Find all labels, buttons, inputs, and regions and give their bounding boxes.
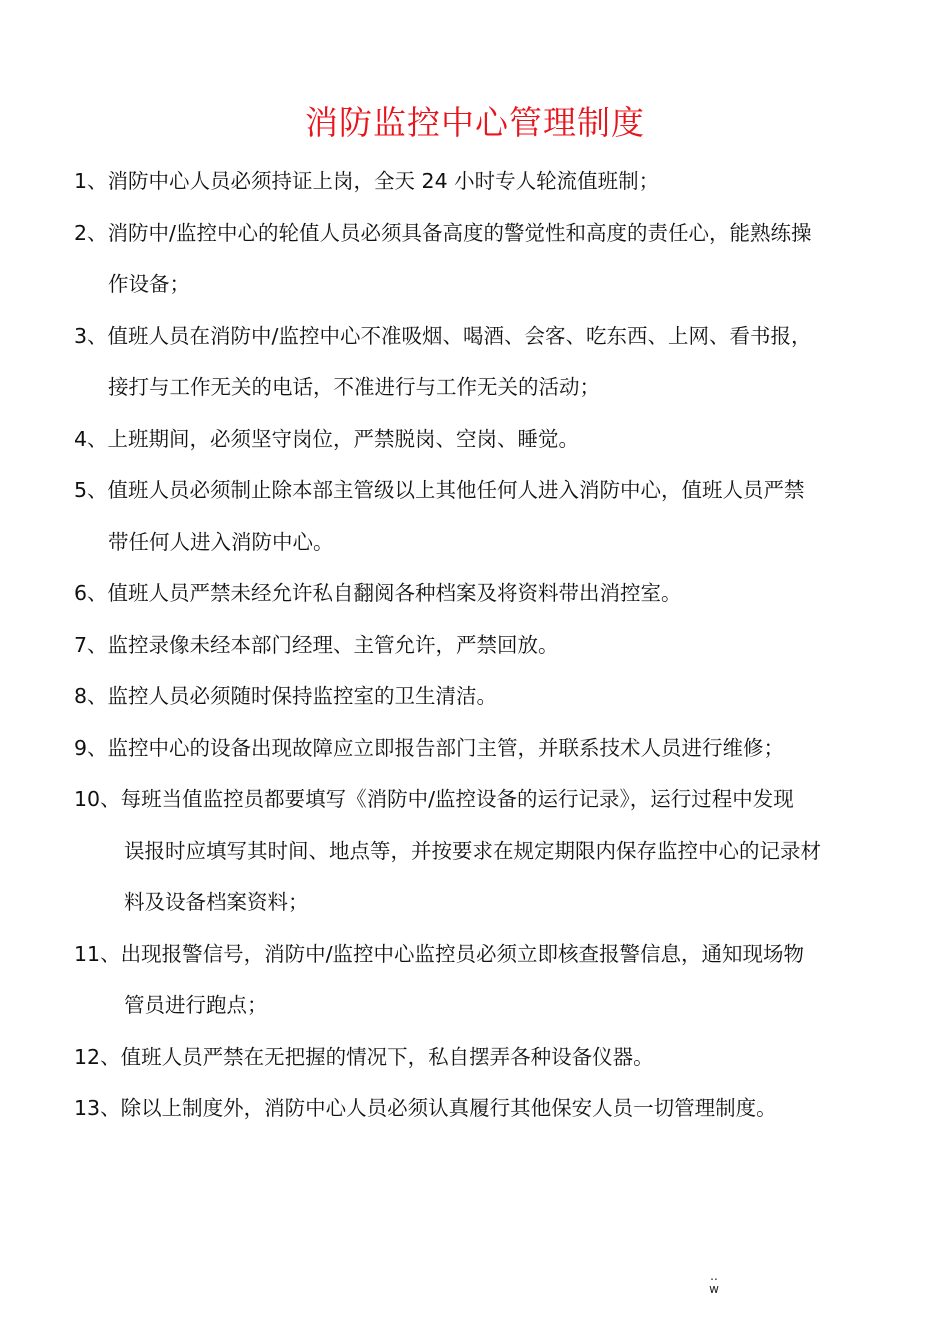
footer-mark: .. w [709,1269,719,1296]
rule-line: 2、消防中/监控中心的轮值人员必须具备高度的警觉性和高度的责任心，能熟练操 [74,220,812,245]
rule-item [74,465,880,568]
rule-item [74,671,880,723]
rule-item [74,156,880,208]
rule-item [74,723,880,775]
rule-line: 12、值班人员严禁在无把握的情况下，私自摆弄各种设备仪器。 [74,1044,654,1069]
page-title: 消防监控中心管理制度 [305,103,645,142]
rule-item [74,929,880,1032]
rule-line: 5、值班人员必须制止除本部主管级以上其他任何人进入消防中心，值班人员严禁 [74,478,805,502]
rule-item [74,1032,880,1084]
rule-line: 4、上班期间，必须坚守岗位，严禁脱岗、空岗、睡觉。 [74,426,580,451]
rule-line: 6、值班人员严禁未经允许私自翻阅各种档案及将资料带出消控室。 [74,581,682,605]
rule-line-continuation: 带任何人进入消防中心。 [108,529,334,554]
rule-line: 7、监控录像未经本部门经理、主管允许，严禁回放。 [74,632,559,657]
rule-line: 3、值班人员在消防中/监控中心不准吸烟、喝酒、会客、吃东西、上网、看书报， [74,323,812,348]
rule-line: 9、监控中心的设备出现故障应立即报告部门主管，并联系技术人员进行维修； [74,735,785,760]
rule-item [74,568,880,620]
rule-item [74,1083,880,1135]
rule-item [74,311,880,414]
rule-line: 13、除以上制度外，消防中心人员必须认真履行其他保安人员一切管理制度。 [74,1096,777,1120]
rules-list [74,156,880,1135]
rule-line-continuation: 误报时应填写其时间、地点等，并按要求在规定期限内保存监控中心的记录材 [124,838,821,863]
rule-item [74,208,880,311]
rule-line: 8、监控人员必须随时保持监控室的卫生清洁。 [74,684,498,708]
rule-item [74,620,880,672]
rule-line: 10、每班当值监控员都要填写《消防中/监控设备的运行记录》，运行过程中发现 [74,787,794,811]
rule-line-continuation: 管员进行跑点； [124,993,268,1017]
rule-line: 11、出现报警信号，消防中/监控中心监控员必须立即核查报警信息，通知现场物 [74,941,804,966]
rule-line: 1、消防中心人员必须持证上岗，全天 24 小时专人轮流值班制； [74,169,660,193]
rule-item [74,414,880,466]
rule-line-continuation: 料及设备档案资料； [124,890,309,914]
rule-line-continuation: 接打与工作无关的电话，不准进行与工作无关的活动； [108,375,600,399]
rule-item [74,774,880,929]
rule-line-continuation: 作设备； [108,272,190,296]
